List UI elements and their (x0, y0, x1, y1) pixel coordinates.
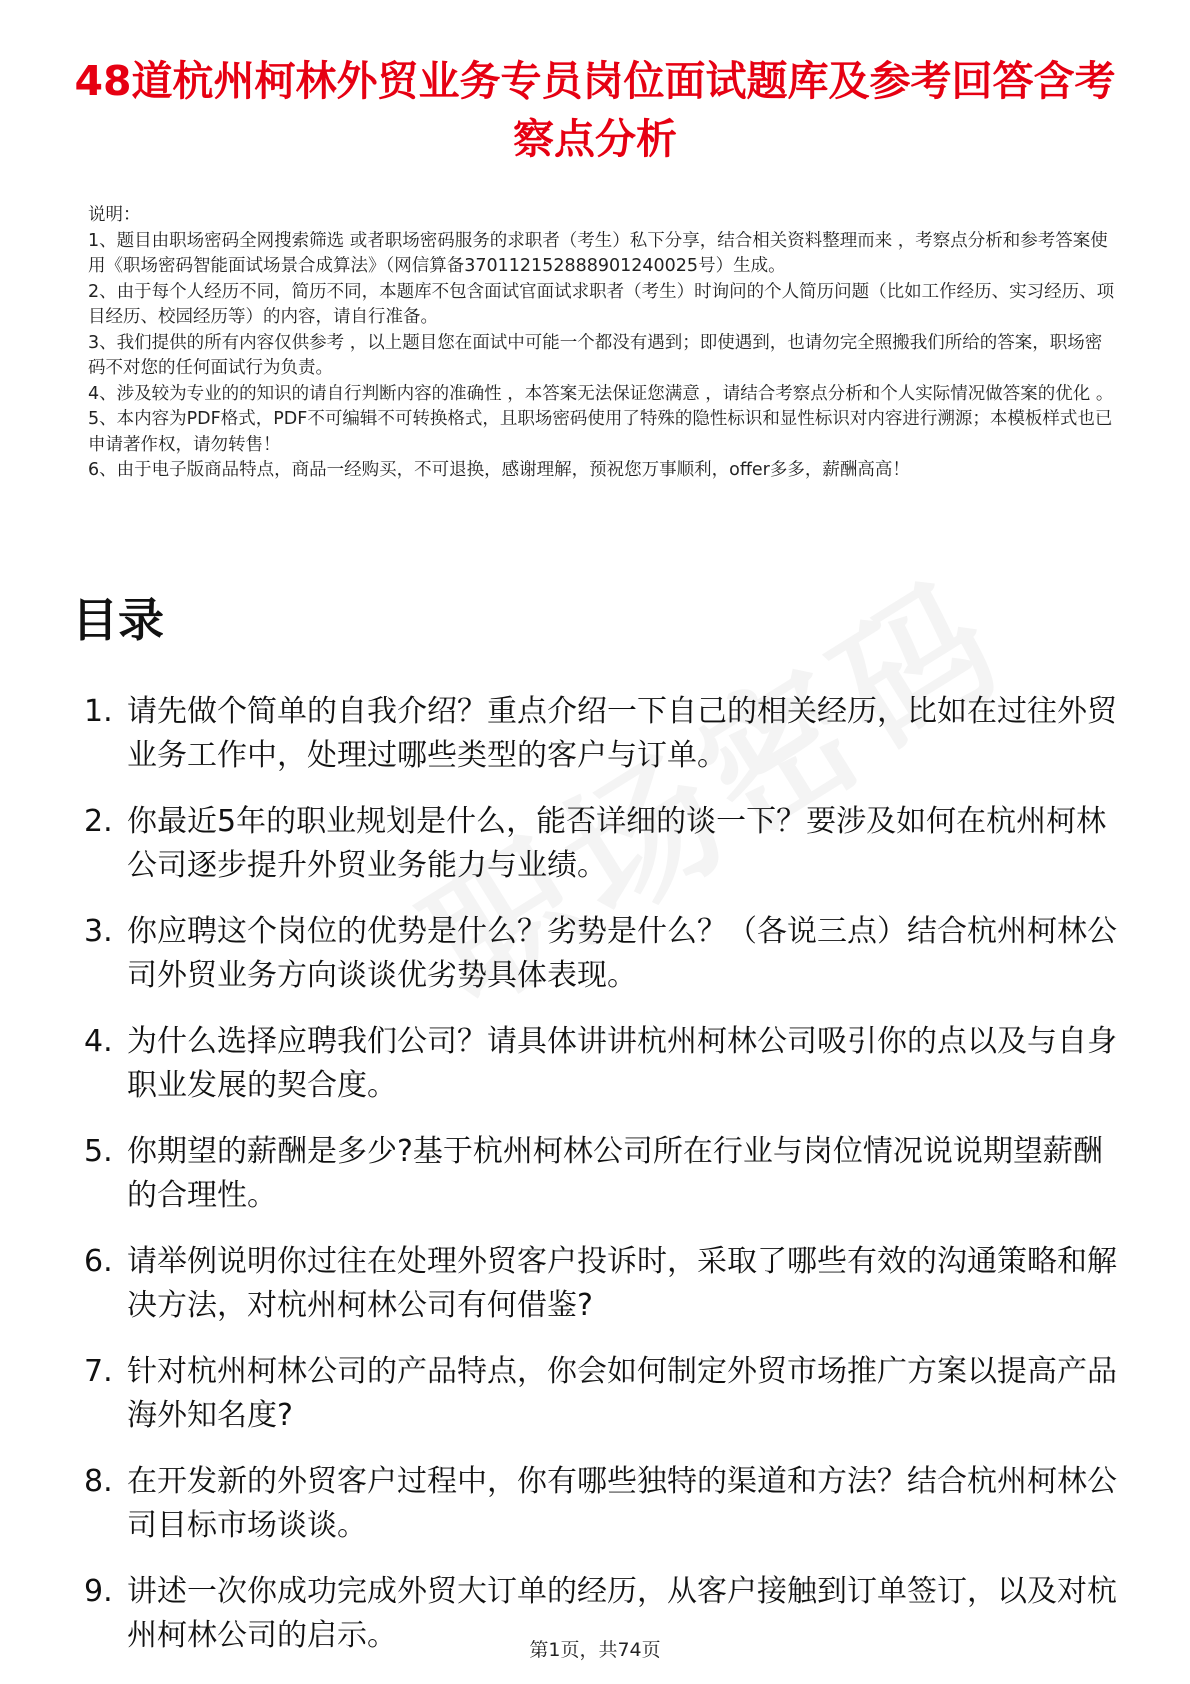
notes-section (88, 203, 1118, 484)
page-footer: 第1页，共74页 (529, 1639, 661, 1661)
toc-item[interactable] (0, 1130, 1190, 1217)
toc-item[interactable] (0, 800, 1190, 887)
toc-item-number: 8. (84, 1464, 113, 1499)
notes-item: 4、涉及较为专业的的知识的请自行判断内容的准确性 ，本答案无法保证您满意 ，请结合考察点分析和个人实际情况做答案的优化 。 (88, 383, 1114, 404)
toc-item-number: 2. (84, 804, 113, 839)
toc-item[interactable] (0, 1240, 1190, 1327)
toc-item-text[interactable]: 讲述一次你成功完成外贸大订单的经历，从客户接触到订单签订，以及对杭州柯林公司的启示。 (127, 1574, 1117, 1653)
toc-item[interactable] (0, 1350, 1190, 1437)
toc-item-text[interactable]: 请先做个简单的自我介绍？重点介绍一下自己的相关经历，比如在过往外贸业务工作中，处理过哪些类型的客户与订单。 (127, 694, 1117, 773)
document-title: 48道杭州柯林外贸业务专员岗位面试题库及参考回答含考察点分析 (74, 57, 1116, 163)
toc-item-text[interactable]: 你应聘这个岗位的优势是什么？劣势是什么？（各说三点）结合杭州柯林公司外贸业务方向谈谈优劣势具体表现。 (127, 914, 1117, 993)
toc-item-text[interactable]: 针对杭州柯林公司的产品特点，你会如何制定外贸市场推广方案以提高产品海外知名度? (127, 1354, 1117, 1433)
toc-item-number: 3. (84, 914, 113, 949)
toc-item-text[interactable]: 你最近5年的职业规划是什么，能否详细的谈一下？要涉及如何在杭州柯林公司逐步提升外贸业务能力与业绩。 (127, 804, 1107, 883)
toc-item[interactable] (0, 690, 1190, 777)
toc-item-number: 7. (84, 1354, 113, 1389)
toc-item-number: 5. (84, 1134, 113, 1169)
toc-item-number: 6. (84, 1244, 113, 1279)
toc-item-text[interactable]: 你期望的薪酬是多少?基于杭州柯林公司所在行业与岗位情况说说期望薪酬的合理性。 (127, 1134, 1103, 1213)
toc-item-text[interactable]: 在开发新的外贸客户过程中，你有哪些独特的渠道和方法？结合杭州柯林公司目标市场谈谈。 (127, 1464, 1117, 1543)
toc-item-number: 1. (84, 694, 113, 729)
notes-item: 6、由于电子版商品特点，商品一经购买，不可退换，感谢理解，预祝您万事顺利，offer多多，薪酬高高！ (88, 460, 910, 480)
toc-heading: 目录 (72, 593, 164, 647)
notes-item: 2、由于每个人经历不同，简历不同，本题库不包含面试官面试求职者（考生）时询问的个人简历问题（比如工作经历、实习经历、项目经历、校园经历等）的内容，请自行准备。 (88, 281, 1115, 327)
toc-item-text[interactable]: 为什么选择应聘我们公司？请具体讲讲杭州柯林公司吸引你的点以及与自身职业发展的契合度。 (127, 1024, 1117, 1103)
toc-item[interactable] (0, 910, 1190, 997)
toc-item-number: 9. (84, 1574, 113, 1609)
toc-item[interactable] (0, 1460, 1190, 1547)
toc-item-number: 4. (84, 1024, 113, 1059)
notes-item: 3、我们提供的所有内容仅供参考 ，以上题目您在面试中可能一个都没有遇到；即使遇到，也请勿完全照搬我们所给的答案，职场密码不对您的任何面试行为负责。 (88, 332, 1103, 378)
toc-item[interactable] (0, 1020, 1190, 1107)
notes-item: 5、本内容为PDF格式，PDF不可编辑不可转换格式，且职场密码使用了特殊的隐性标识和显性标识对内容进行溯源；本模板样式也已申请著作权，请勿转售！ (88, 409, 1113, 455)
toc-list (0, 690, 1190, 1680)
toc-item-text[interactable]: 请举例说明你过往在处理外贸客户投诉时，采取了哪些有效的沟通策略和解决方法，对杭州柯林公司有何借鉴? (127, 1244, 1117, 1323)
notes-item: 1、题目由职场密码全网搜索筛选 或者职场密码服务的求职者（考生）私下分享，结合相关资料整理而来 ，考察点分析和参考答案使用《职场密码智能面试场景合成算法》（网信算备370112152888901240025号）生成。 (88, 230, 1108, 276)
notes-heading: 说明： (88, 205, 141, 225)
